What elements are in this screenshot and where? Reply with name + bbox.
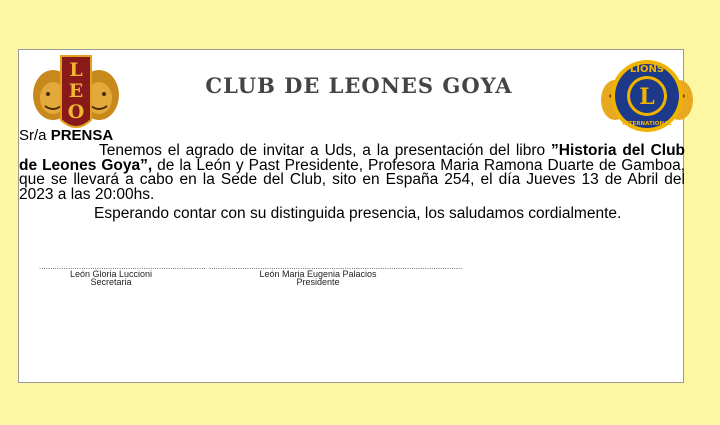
salutation-prefix: Sr/a bbox=[19, 127, 47, 144]
signature-role: Secretaria bbox=[90, 277, 132, 287]
svg-text:LIONS: LIONS bbox=[629, 64, 665, 75]
signature-secretary bbox=[39, 262, 206, 287]
signature-president bbox=[209, 262, 463, 287]
signature-line: .................................................................................................................. bbox=[209, 262, 463, 271]
salutation-name: PRENSA bbox=[50, 127, 114, 144]
signature-name: León Gloria Luccioni bbox=[69, 269, 153, 279]
svg-text:O: O bbox=[67, 101, 85, 123]
svg-text:L: L bbox=[639, 84, 655, 110]
signature-line: ........................................................................... bbox=[39, 262, 206, 271]
book-title: ”Historia del Club de Leones Goya”, bbox=[19, 142, 686, 174]
closing-line: Esperando contar con su distinguida presencia, los saludamos cordialmente. bbox=[94, 205, 622, 222]
svg-text:L: L bbox=[69, 59, 83, 81]
lions-international-logo-icon bbox=[601, 54, 693, 138]
leo-club-logo-icon bbox=[31, 50, 121, 136]
invitation-paragraph bbox=[19, 144, 685, 202]
paragraph-part2: de la León y Past Presidente, Profesora Maria Ramona Duarte de Gamboa, que se llevará a cabo en la Sede del Club, sito en España 254, el día Jueves 13 de Abril del 2023 a las 20:00hs. bbox=[19, 156, 685, 203]
svg-text:INTERNATIONAL: INTERNATIONAL bbox=[622, 121, 672, 127]
svg-text:E: E bbox=[68, 80, 84, 102]
paragraph-part1: Tenemos el agrado de invitar a Uds, a la presentación del libro bbox=[99, 142, 551, 159]
page-title: CLUB DE LEONES GOYA bbox=[205, 73, 513, 98]
invitation-card bbox=[18, 49, 684, 383]
signature-name: León Maria Eugenia Palacios bbox=[259, 269, 377, 279]
signature-role: Presidente bbox=[296, 277, 340, 287]
